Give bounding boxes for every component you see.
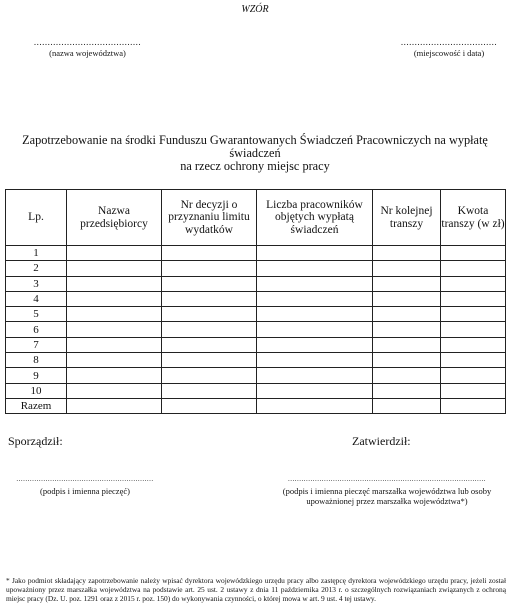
title-line-1: Zapotrzebowanie na środki Funduszu Gwarantowanych Świadczeń Pracowniczych na wypłatę świadczeń (22, 133, 488, 160)
row-lp-cell: 1 (6, 246, 67, 261)
row-lp-cell: 6 (6, 322, 67, 337)
header-company-name: Nazwa przedsiębiorcy (67, 190, 162, 246)
footnote: * Jako podmiot składający zapotrzebowanie należy wpisać dyrektora wojewódzkiego urzędu pracy albo zastępcę dyrektora wojewódzkiego urzędu pracy, jeżeli został upoważniony przez marszałka województwa na podstawie art. 25 ust. 2 ustawy z dnia 11 października 2013 r. o szczególnych rozwiązaniach związanych z ochroną miejsc pracy (Dz. U. poz. 1291 oraz z 2015 r. poz. 150) do wykonywania czynności, o której mowa w art. 9 ust. 4 tej ustawy. (6, 576, 506, 604)
voivodeship-caption: (nazwa województwa) (49, 48, 126, 58)
row-lp-cell: 2 (6, 261, 67, 276)
tranche-amount-cell[interactable] (441, 291, 506, 306)
company-name-cell[interactable] (67, 246, 162, 261)
decision-number-cell[interactable] (162, 337, 257, 352)
approved-by-signature-field[interactable] (268, 475, 506, 506)
prepared-by-label: Sporządził: (8, 434, 63, 448)
tranche-amount-cell[interactable] (441, 368, 506, 383)
table-row (6, 322, 506, 337)
company-name-cell[interactable] (67, 261, 162, 276)
tranche-number-cell[interactable] (373, 322, 441, 337)
table-row (6, 307, 506, 322)
request-table (5, 189, 506, 414)
employee-count-cell[interactable] (257, 353, 373, 368)
table-row (6, 337, 506, 352)
company-name-cell[interactable] (67, 322, 162, 337)
table-row (6, 353, 506, 368)
header-tranche-number: Nr kolejnej transzy (373, 190, 441, 246)
employee-count-cell[interactable] (257, 246, 373, 261)
table-row (6, 291, 506, 306)
place-date-dotted-line: ................................... (400, 37, 498, 47)
tranche-number-cell[interactable] (373, 368, 441, 383)
tranche-number-cell[interactable] (373, 337, 441, 352)
employee-count-cell[interactable] (257, 398, 373, 413)
row-lp-cell: 8 (6, 353, 67, 368)
tranche-number-cell[interactable] (373, 307, 441, 322)
company-name-cell[interactable] (67, 276, 162, 291)
tranche-amount-cell[interactable] (441, 337, 506, 352)
tranche-amount-cell[interactable] (441, 383, 506, 398)
approved-by-caption-line-1: (podpis i imienna pieczęć marszałka województwa lub osoby (282, 486, 492, 496)
title-line-2: na rzecz ochrony miejsc pracy (180, 159, 330, 173)
company-name-cell[interactable] (67, 353, 162, 368)
decision-number-cell[interactable] (162, 398, 257, 413)
table-row (6, 368, 506, 383)
company-name-cell[interactable] (67, 383, 162, 398)
employee-count-cell[interactable] (257, 368, 373, 383)
template-label: WZÓR (241, 4, 269, 15)
employee-count-cell[interactable] (257, 337, 373, 352)
tranche-number-cell[interactable] (373, 353, 441, 368)
approved-by-caption-line-2: upoważnionej przez marszałka województwa*) (306, 496, 468, 506)
table-row (6, 383, 506, 398)
place-date-field[interactable] (393, 37, 505, 58)
employee-count-cell[interactable] (257, 383, 373, 398)
decision-number-cell[interactable] (162, 383, 257, 398)
tranche-number-cell[interactable] (373, 276, 441, 291)
employee-count-cell[interactable] (257, 322, 373, 337)
decision-number-cell[interactable] (162, 291, 257, 306)
decision-number-cell[interactable] (162, 276, 257, 291)
row-lp-cell: 7 (6, 337, 67, 352)
tranche-number-cell[interactable] (373, 398, 441, 413)
decision-number-cell[interactable] (162, 322, 257, 337)
employee-count-cell[interactable] (257, 291, 373, 306)
approved-by-dotted-line: ........................................................................................ (288, 475, 486, 483)
tranche-amount-cell[interactable] (441, 276, 506, 291)
header-decision-number: Nr decyzji o przyznaniu limitu wydatków (162, 190, 257, 246)
decision-number-cell[interactable] (162, 261, 257, 276)
row-lp-cell: 3 (6, 276, 67, 291)
header-lp: Lp. (6, 190, 67, 246)
company-name-cell[interactable] (67, 291, 162, 306)
row-lp-cell: 10 (6, 383, 67, 398)
table-row (6, 261, 506, 276)
tranche-number-cell[interactable] (373, 261, 441, 276)
row-lp-cell: 9 (6, 368, 67, 383)
tranche-number-cell[interactable] (373, 291, 441, 306)
voivodeship-field[interactable] (30, 37, 145, 58)
tranche-amount-cell[interactable] (441, 322, 506, 337)
document-title (14, 134, 496, 173)
row-lp-cell: Razem (6, 398, 67, 413)
decision-number-cell[interactable] (162, 307, 257, 322)
employee-count-cell[interactable] (257, 307, 373, 322)
tranche-amount-cell[interactable] (441, 307, 506, 322)
tranche-amount-cell[interactable] (441, 246, 506, 261)
prepared-by-signature-field[interactable] (5, 475, 165, 496)
place-date-caption: (miejscowość i data) (413, 48, 485, 58)
tranche-amount-cell[interactable] (441, 261, 506, 276)
decision-number-cell[interactable] (162, 246, 257, 261)
company-name-cell[interactable] (67, 398, 162, 413)
table-row (6, 246, 506, 261)
table-header-row (6, 190, 506, 246)
row-lp-cell: 5 (6, 307, 67, 322)
employee-count-cell[interactable] (257, 276, 373, 291)
table-row (6, 276, 506, 291)
employee-count-cell[interactable] (257, 261, 373, 276)
decision-number-cell[interactable] (162, 368, 257, 383)
header-employee-count: Liczba pracowników objętych wypłatą świadczeń (257, 190, 373, 246)
tranche-amount-cell[interactable] (441, 353, 506, 368)
prepared-by-dotted-line: ............................................................. (16, 475, 154, 483)
prepared-by-caption: (podpis i imienna pieczęć) (40, 486, 130, 496)
company-name-cell[interactable] (67, 307, 162, 322)
approved-by-label: Zatwierdził: (352, 434, 411, 448)
voivodeship-dotted-line: ....................................... (33, 37, 142, 47)
table-row (6, 398, 506, 413)
company-name-cell[interactable] (67, 368, 162, 383)
tranche-number-cell[interactable] (373, 383, 441, 398)
tranche-number-cell[interactable] (373, 246, 441, 261)
header-tranche-amount: Kwota transzy (w zł) (441, 190, 506, 246)
company-name-cell[interactable] (67, 337, 162, 352)
row-lp-cell: 4 (6, 291, 67, 306)
decision-number-cell[interactable] (162, 353, 257, 368)
tranche-amount-cell[interactable] (441, 398, 506, 413)
